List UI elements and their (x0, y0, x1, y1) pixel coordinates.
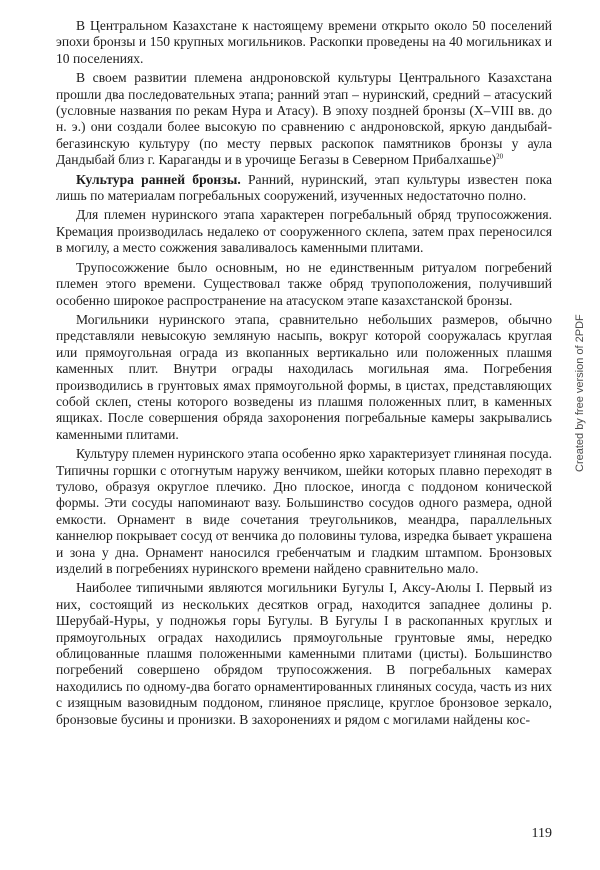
paragraph (56, 207, 552, 256)
paragraph (56, 312, 552, 443)
footnote-marker: 20 (496, 152, 504, 161)
paragraph-text: В Центральном Казахстане к настоящему времени открыто около 50 поселений эпохи бронзы и 150 крупных могильников. Раскопки проведены на 40 могильниках и 10 поселениях. (56, 18, 552, 66)
paragraph (56, 70, 552, 168)
paragraph-text: Могильники нуринского этапа, сравнительно небольших размеров, обычно представляли невысокую земляную насыпь, вокруг которой сооружалась круглая или прямоугольная ограда из вкопанных вертикально или положенных плашмя каменных плит. Внутри ограды находилась могильная яма. Погребения производились в грунтовых ямах прямоугольной формы, в цистах, представляющих собой склеп, стены которого возведены из плашмя положенных плит, в каменных ящиках. После совершения обряда захоронения погребальные камеры закрывались каменными плитами. (56, 311, 552, 442)
paragraph (56, 580, 552, 728)
paragraph-text: Ранний, нуринский, этап культуры известен пока лишь по материалам погребальных сооружений, изученных недостаточно полно. (56, 171, 553, 204)
watermark-text: Created by free version of 2PDF (574, 314, 586, 472)
paragraph-text: Наиболее типичными являются могильники Бугулы I, Аксу-Аюлы I. Первый из них, состоящий из нескольких десятков оград, находится западнее долины р. Шерубай-Нуры, у подножья горы Бугулы. В Бугулы I в раскопанных круглых и прямоугольных оградах находились прямоугольные грунтовые ямы, нередко облицованные плашмя положенными каменными плитами (цисты). Большинство погребений совершено обрядом трупосожжения. В погребальных камерах находились по одному-два богато орнаментированных глиняных сосуда, часть из них с изящным вазовидным поддоном, глиняное пряслице, круглое бронзовое зеркало, бронзовые бусины и пронизки. В захоронениях и рядом с могилами найдены кос- (56, 580, 552, 727)
body-text (56, 18, 552, 731)
pdf-watermark (573, 196, 587, 472)
page-number: 119 (531, 826, 552, 841)
paragraph (56, 446, 552, 577)
paragraph-text: Трупосожжение было основным, но не единственным ритуалом погребений племен этого времени. Существовал также обряд трупоположения, получивший особенно широкое распространение на атасуском этапе казахстанской бронзы. (56, 259, 552, 308)
section-heading: Культура ранней бронзы. (76, 171, 241, 187)
paragraph (56, 18, 552, 67)
paragraph (56, 172, 552, 205)
paragraph-text: Культуру племен нуринского этапа особенно ярко характеризует глиняная посуда. Типичны горшки с отогнутым наружу венчиком, шейки которых плавно переходят в тулово, образуя округлое плечико. Дно плоское, иногда с поддоном конической формы. Эти сосуды напоминают вазу. Большинство сосудов одного размера, одной емкости. Орнамент в виде сочетания треугольников, меандра, параллельных каннелюр покрывает сосуд от венчика до половины тулова, изредка бывает украшена и зона у дна. Орнамент наносился гребенчатым и гладким штампом. Бронзовых изделий в погребениях нуринского времени найдено сравнительно мало. (56, 446, 552, 576)
paragraph-text: В своем развитии племена андроновской культуры Центрального Казахстана прошли два последовательных этапа; ранний этап – нуринский, средний – атасуский (условные названия по рекам Нура и Атасу). В эпоху поздней бронзы (X–VIII вв. до н. э.) они создали более высокую по сравнению с андроновской, яркую дандыбай-бегазинскую культуру (по месту первых раскопок памятников бронзы у аула Дандыбай близ г. Караганды и в урочище Бегазы в Северном Прибалхашье) (56, 70, 552, 168)
paragraph-text: Для племен нуринского этапа характерен погребальный обряд трупосожжения. Кремация производилась недалеко от сооруженного склепа, затем прах переносился в могилу, а место сожжения заваливалось каменными плитами. (56, 207, 552, 256)
paragraph (56, 260, 552, 309)
